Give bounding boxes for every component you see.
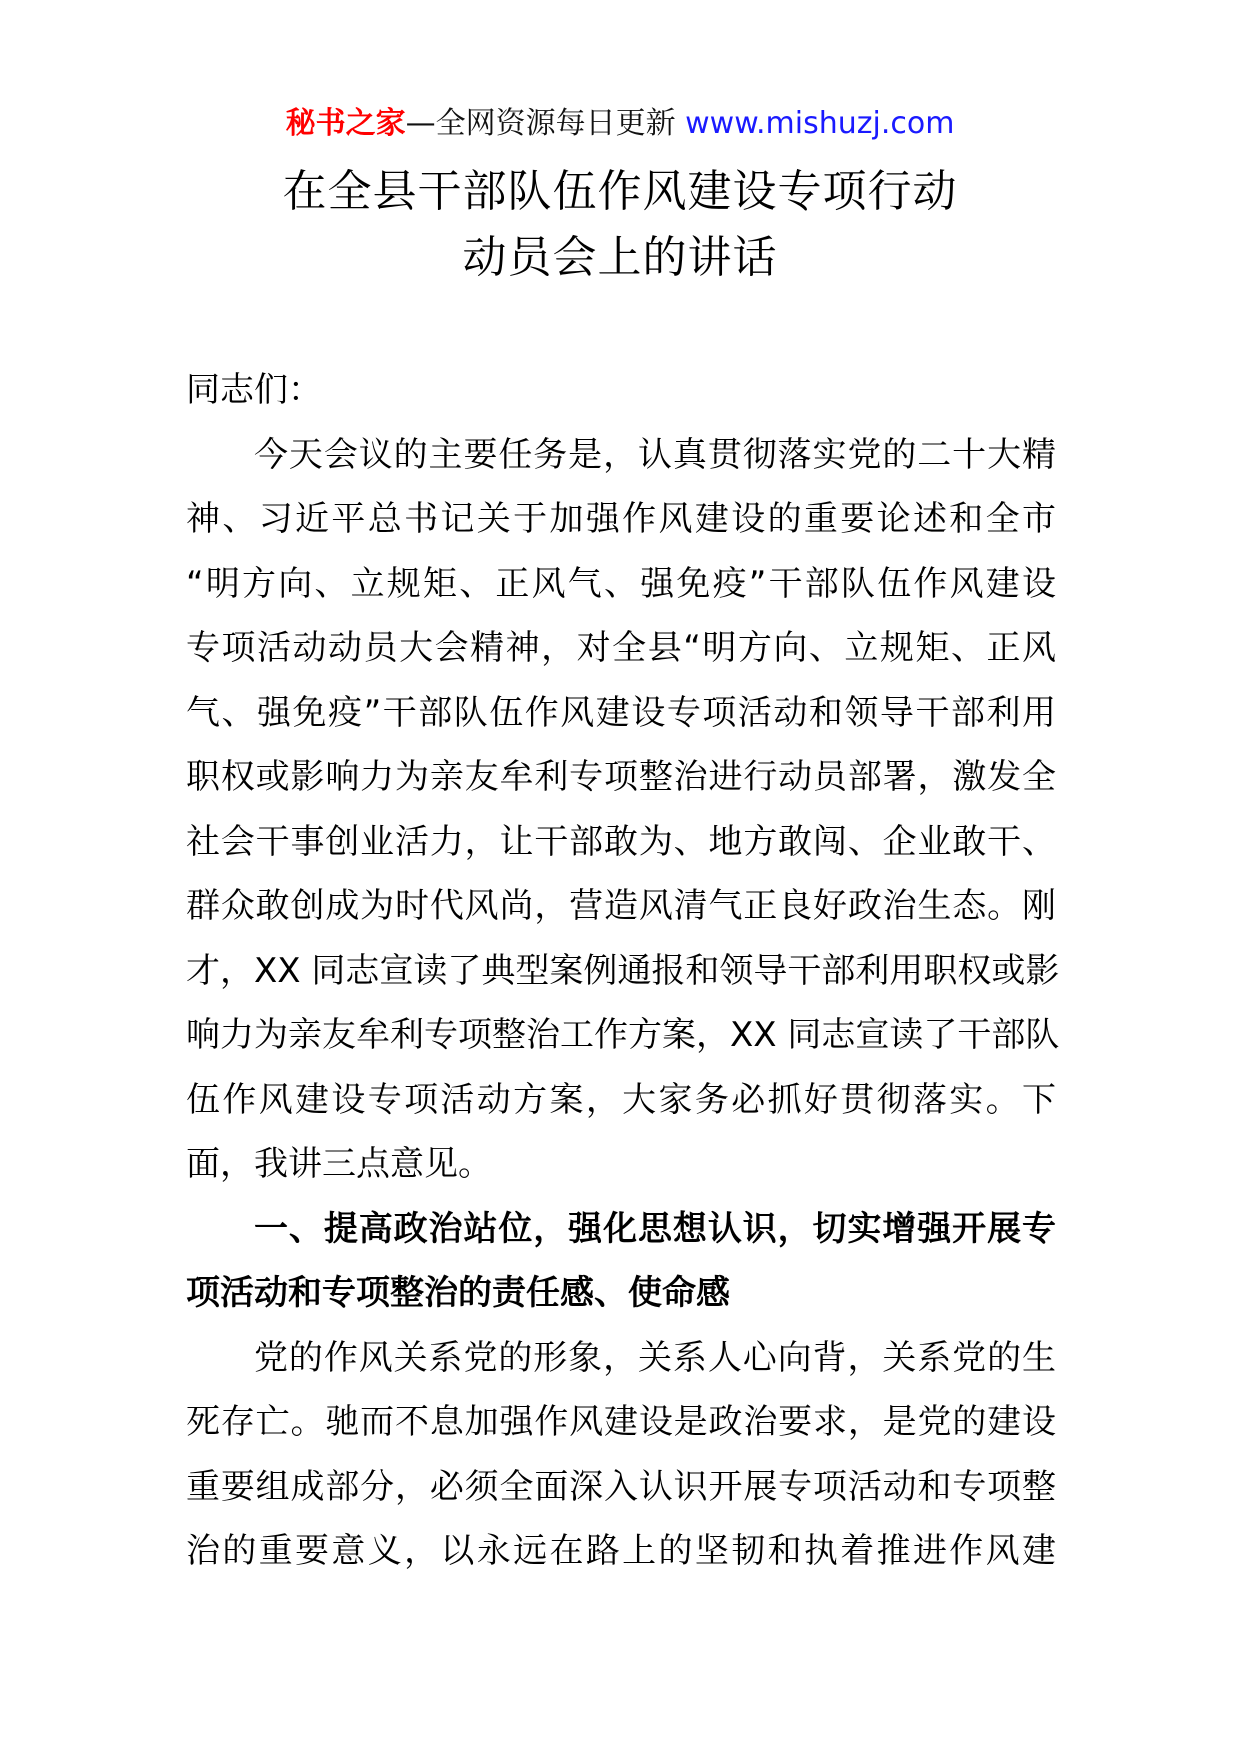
body-line: 才，XX 同志宣读了典型案例通报和领导干部利用职权或影 bbox=[186, 950, 1060, 991]
body-line: 职权或影响力为亲友牟利专项整治进行动员部署，激发全 bbox=[186, 757, 1056, 797]
body-line: 专项活动动员大会精神，对全县“明方向、立规矩、正风 bbox=[186, 628, 1056, 668]
body-line: 神、习近平总书记关于加强作风建设的重要论述和全市 bbox=[186, 499, 1056, 539]
body-line: 重要组成部分，必须全面深入认识开展专项活动和专项整 bbox=[186, 1466, 1056, 1507]
section-heading-line: 项活动和专项整治的责任感、使命感 bbox=[186, 1273, 730, 1313]
body-line: 群众敢创成为时代风尚，营造风清气正良好政治生态。刚 bbox=[186, 886, 1056, 926]
body-line: 响力为亲友牟利专项整治工作方案，XX 同志宣读了干部队 bbox=[186, 1015, 1060, 1055]
body-line: 治的重要意义，以永远在路上的坚韧和执着推进作风建 bbox=[186, 1531, 1056, 1571]
section-heading-line: 一、提高政治站位，强化思想认识，切实增强开展专 bbox=[254, 1208, 1056, 1249]
document-title-line-2: 动员会上的讲话 bbox=[462, 232, 778, 283]
salutation: 同志们： bbox=[186, 370, 322, 410]
body-line: 死存亡。驰而不息加强作风建设是政治要求，是党的建设 bbox=[186, 1402, 1056, 1442]
banner-slogan: —全网资源每日更新 bbox=[405, 106, 676, 141]
body-line: 面，我讲三点意见。 bbox=[186, 1144, 492, 1184]
body-line: 今天会议的主要任务是，认真贯彻落实党的二十大精 bbox=[254, 434, 1056, 475]
body-line: 气、强免疫”干部队伍作风建设专项活动和领导干部利用 bbox=[186, 692, 1056, 733]
speech-body bbox=[186, 358, 1060, 1584]
document-title-line-1: 在全县干部队伍作风建设专项行动 bbox=[282, 166, 958, 217]
body-line: 伍作风建设专项活动方案，大家务必抓好贯彻落实。下 bbox=[186, 1079, 1056, 1120]
body-line: “明方向、立规矩、正风气、强免疫”干部队伍作风建设 bbox=[186, 563, 1056, 604]
body-line: 社会干事创业活力，让干部敢为、地方敢闯、企业敢干、 bbox=[186, 821, 1056, 862]
site-banner bbox=[0, 100, 1240, 148]
brand-name: 秘书之家 bbox=[285, 106, 406, 141]
body-line: 党的作风关系党的形象，关系人心向背，关系党的生 bbox=[254, 1337, 1056, 1378]
site-url-link[interactable]: www.mishuzj.com bbox=[685, 106, 955, 141]
